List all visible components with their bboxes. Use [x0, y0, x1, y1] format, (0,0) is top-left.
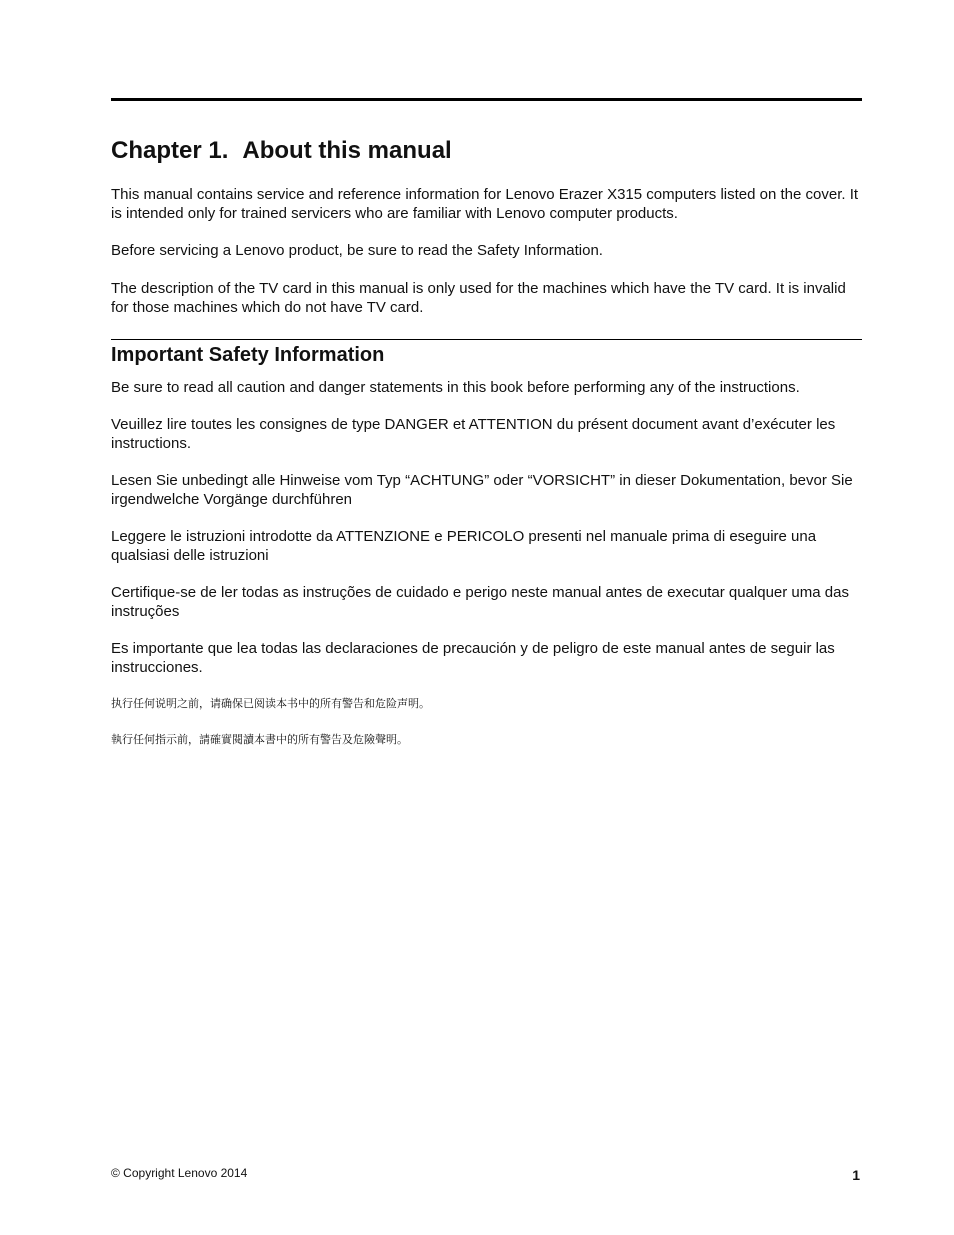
- intro-paragraph-1: This manual contains service and reference information for Lenovo Erazer X315 computers listed on the cover. It is intended only for trained servicers who are familiar with Lenovo computer products.: [111, 186, 859, 222]
- page-number: 1: [852, 1167, 860, 1183]
- safety-paragraph-german: Lesen Sie unbedingt alle Hinweise vom Typ “ACHTUNG” oder “VORSICHT” in dieser Dokumentation, bevor Sie irgendwelche Vorgänge durchführen: [111, 472, 853, 508]
- footer-copyright: © Copyright Lenovo 2014: [111, 1166, 248, 1180]
- section-rule: [111, 339, 862, 340]
- safety-paragraph-english: Be sure to read all caution and danger statements in this book before performing any of the instructions.: [111, 379, 800, 396]
- safety-paragraph-spanish: Es importante que lea todas las declaraciones de precaución y de peligro de este manual antes de seguir las instrucciones.: [111, 640, 835, 676]
- safety-paragraph-traditional-chinese: 執行任何指示前，請確實閱讀本書中的所有警告及危險聲明。: [111, 733, 408, 746]
- safety-paragraph-simplified-chinese: 执行任何说明之前，请确保已阅读本书中的所有警告和危险声明。: [111, 697, 430, 710]
- safety-heading: Important Safety Information: [111, 344, 385, 366]
- safety-paragraph-french: Veuillez lire toutes les consignes de type DANGER et ATTENTION du présent document avant d’exécuter les instructions.: [111, 416, 836, 452]
- chapter-title: [111, 136, 452, 166]
- chapter-name: About this manual: [242, 137, 452, 164]
- top-rule: [111, 98, 862, 101]
- chapter-number: Chapter 1.: [111, 137, 229, 164]
- intro-paragraph-2: Before servicing a Lenovo product, be sure to read the Safety Information.: [111, 242, 603, 259]
- safety-paragraph-italian: Leggere le istruzioni introdotte da ATTENZIONE e PERICOLO presenti nel manuale prima di eseguire una qualsiasi delle istruzioni: [111, 528, 817, 564]
- safety-paragraph-portuguese: Certifique-se de ler todas as instruções de cuidado e perigo neste manual antes de executar qualquer uma das instruções: [111, 584, 849, 620]
- intro-paragraph-3: The description of the TV card in this manual is only used for the machines which have the TV card. It is invalid for those machines which do not have TV card.: [111, 280, 846, 316]
